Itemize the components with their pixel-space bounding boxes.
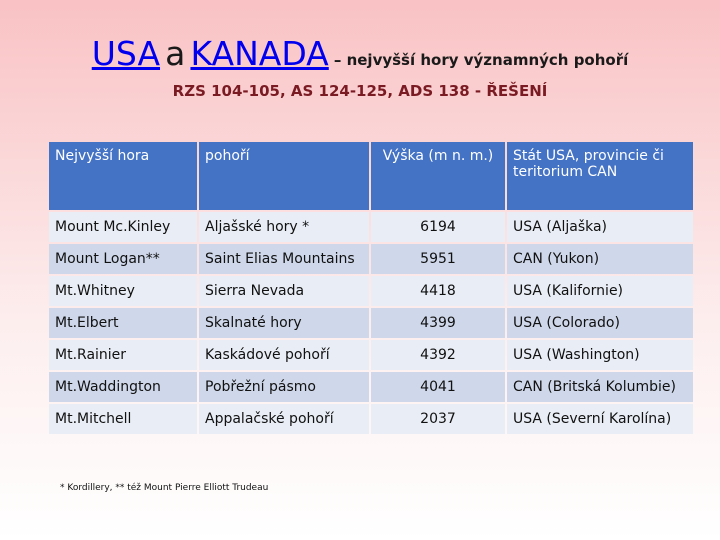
- cell-region: USA (Aljaška): [507, 212, 693, 242]
- cell-range: Saint Elias Mountains: [199, 244, 369, 274]
- header-region: Stát USA, provincie či teritorium CAN: [507, 142, 693, 210]
- cell-height: 2037: [371, 404, 505, 434]
- usa-link[interactable]: USA: [91, 34, 161, 73]
- peaks-table: [47, 140, 695, 436]
- cell-region: USA (Severní Karolína): [507, 404, 693, 434]
- table-row: [49, 404, 693, 434]
- table-row: [49, 308, 693, 338]
- cell-height: 4041: [371, 372, 505, 402]
- cell-region: CAN (Britská Kolumbie): [507, 372, 693, 402]
- table-row: [49, 244, 693, 274]
- title-conjunction: a: [165, 34, 186, 73]
- cell-region: USA (Washington): [507, 340, 693, 370]
- cell-region: CAN (Yukon): [507, 244, 693, 274]
- title-rest: – nejvyšší hory významných pohoří: [333, 51, 629, 69]
- cell-height: 6194: [371, 212, 505, 242]
- cell-peak: Mt.Mitchell: [49, 404, 197, 434]
- cell-range: Aljašské hory *: [199, 212, 369, 242]
- table-row: [49, 340, 693, 370]
- table-row: [49, 276, 693, 306]
- cell-peak: Mt.Whitney: [49, 276, 197, 306]
- cell-range: Skalnaté hory: [199, 308, 369, 338]
- canada-link[interactable]: KANADA: [190, 34, 329, 73]
- cell-height: 4392: [371, 340, 505, 370]
- cell-height: 5951: [371, 244, 505, 274]
- header-range: pohoří: [199, 142, 369, 210]
- cell-peak: Mt.Rainier: [49, 340, 197, 370]
- cell-peak: Mt.Elbert: [49, 308, 197, 338]
- table-header-row: [49, 142, 693, 210]
- cell-peak: Mount Mc.Kinley: [49, 212, 197, 242]
- cell-peak: Mount Logan**: [49, 244, 197, 274]
- cell-range: Kaskádové pohoří: [199, 340, 369, 370]
- footnote: * Kordillery, ** též Mount Pierre Elliott Trudeau: [60, 483, 269, 493]
- cell-region: USA (Colorado): [507, 308, 693, 338]
- cell-range: Appalačské pohoří: [199, 404, 369, 434]
- header-peak: Nejvyšší hora: [49, 142, 197, 210]
- cell-height: 4399: [371, 308, 505, 338]
- cell-range: Sierra Nevada: [199, 276, 369, 306]
- header-height: Výška (m n. m.): [371, 142, 505, 210]
- cell-range: Pobřežní pásmo: [199, 372, 369, 402]
- slide-title: [0, 34, 720, 73]
- cell-region: USA (Kalifornie): [507, 276, 693, 306]
- cell-peak: Mt.Waddington: [49, 372, 197, 402]
- slide-subtitle: RZS 104-105, AS 124-125, ADS 138 - ŘEŠENÍ: [172, 82, 548, 100]
- cell-height: 4418: [371, 276, 505, 306]
- table-row: [49, 212, 693, 242]
- table-row: [49, 372, 693, 402]
